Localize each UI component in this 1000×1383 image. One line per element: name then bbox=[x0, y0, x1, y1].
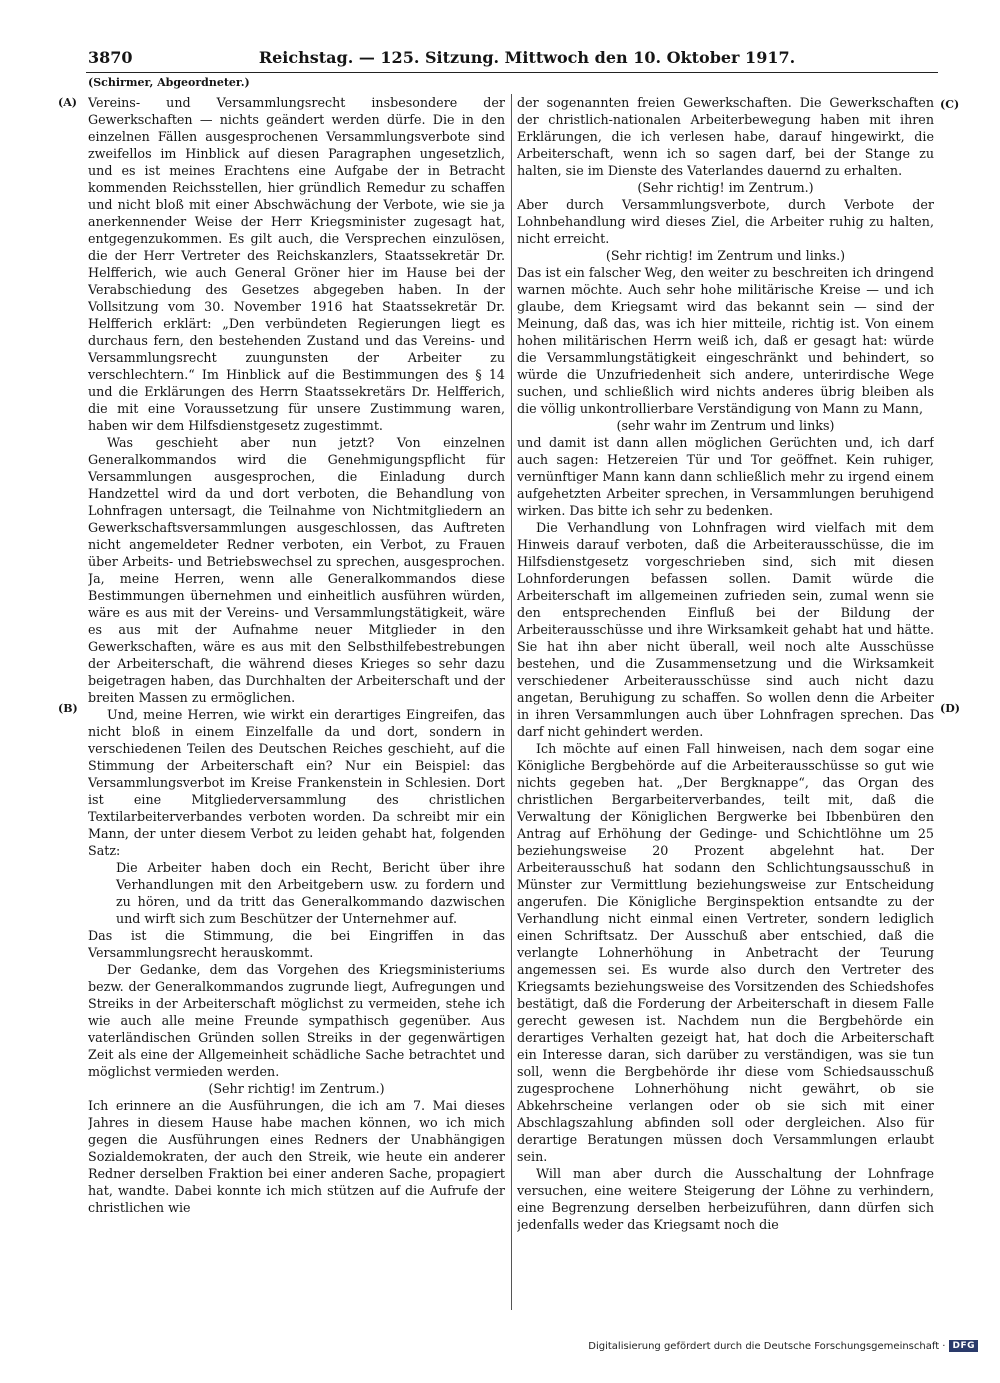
column-divider bbox=[511, 94, 512, 1310]
paragraph: Das ist ein falscher Weg, den weiter zu beschreiten ich dringend warnen möchte. Auch sehr hohe militärische Kreise — und ich glaube, dem Kriegsamt wird das bekannt sein — sind der Meinung, daß das, was ich hier mitteile, richtig ist. Von einem hohen militärischen Herrn weiß ich, daß er gesagt hat: würde die Versammlungstätigkeit eingeschränkt und behindert, so würde die Unzufriedenheit sich andere, unterirdische Wege suchen, und schließlich wird nichts anderes übrig bleiben als die völlig unkontrollierbare Verständigung von Mann zu Mann, bbox=[517, 265, 934, 416]
paragraph: Vereins- und Versammlungsrecht insbesondere der Gewerkschaften — nichts geändert werden dürfe. Die in den einzelnen Fällen ausgesprochenen Versammlungsverbote sind zweifellos im Hinblick auf diesen Paragraphen ungesetzlich, und es ist meines Erachtens eine Aufgabe der in Betracht kommenden Reichsstellen, hier gründlich Remedur zu schaffen und nicht bloß mit einer Abschwächung der Verbote, wie sie ja anerkennender Weise der Herr Kriegsminister zugesagt hat, entgegenzukommen. Es gilt auch, die Versprechen einzulösen, die der Herr Vertreter des Reichskanzlers, Staatssekretär Dr. Helfferich, wie auch General Gröner hier im Hause bei der Verabschiedung des Gesetzes abgegeben haben. In der Vollsitzung vom 30. November 1916 hat Staatssekretär Dr. Helfferich erklärt: „Den verbündeten Regierungen liegt es durchaus fern, den bestehenden Zustand und das Vereins- und Versammlungsrecht zuungunsten der Arbeiter zu verschlechtern.“ Im Hinblick auf die Bestimmungen des § 14 und die Erklärungen des Herrn Staatssekretärs Dr. Helfferich, die mit eine Voraussetzung für unsere Zustimmung waren, haben wir dem Hilfsdienstgesetz zugestimmt. bbox=[88, 95, 505, 433]
speaker-label: (Schirmer, Abgeordneter.) bbox=[88, 76, 250, 89]
margin-mark-d: (D) bbox=[940, 702, 960, 715]
paragraph: Aber durch Versammlungsverbote, durch Verbote der Lohnbehandlung wird dieses Ziel, die Arbeiter ruhig zu halten, nicht erreicht. bbox=[517, 197, 934, 246]
running-title: Reichstag. — 125. Sitzung. Mittwoch den 10. Oktober 1917. bbox=[258, 48, 796, 67]
interjection: (sehr wahr im Zentrum und links) bbox=[616, 418, 835, 433]
footer-text: Digitalisierung gefördert durch die Deutsche Forschungsgemeinschaft · bbox=[588, 1340, 946, 1352]
interjection: (Sehr richtig! im Zentrum und links.) bbox=[605, 248, 846, 263]
paragraph: der sogenannten freien Gewerkschaften. Die Gewerkschaften der christlich-nationalen Arbeiterbewegung haben mit ihren Erklärungen, die ich verlesen habe, darauf hingewirkt, die Arbeiterschaft, wenn ich so sagen darf, bei der Stange zu halten, sie im Dienste des Vaterlandes dauernd zu erhalten. bbox=[517, 95, 934, 178]
quotation: Die Arbeiter haben doch ein Recht, Bericht über ihre Verhandlungen mit den Arbeitgebern usw. zu fordern und zu hören, und da tritt das Generalkommando dazwischen und wirft sich zum Beschützer der Unternehmer auf. bbox=[115, 860, 505, 926]
header-rule bbox=[86, 72, 938, 73]
page-number: 3870 bbox=[88, 48, 133, 67]
margin-mark-c: (C) bbox=[940, 98, 960, 111]
paragraph: Ich möchte auf einen Fall hinweisen, nach dem sogar eine Königliche Bergbehörde auf die Arbeiterausschüsse so gut wie nichts gegeben hat. „Der Bergknappe“, das Organ des christlichen Bergarbeiterverbandes, teilt mit, daß die Verwaltung der Königlichen Bergwerke bei Ibbenbüren den Antrag auf Erhöhung der Gedinge- und Schichtlöhne um 25 beziehungsweise 20 Prozent abgelehnt hat. Der Arbeiterausschuß hat sodann den Schlichtungsausschuß in Münster zur Vermittlung beziehungsweise zur Entscheidung angerufen. Die Königliche Berginspektion entsandte zu der Verhandlung nicht einmal einen Vertreter, sondern lediglich einen Schriftsatz. Der Ausschuß aber entschied, daß die verlangte Lohnerhöhung in Anbetracht der Teurung angemessen sei. Es wurde also durch den Vertreter des Kriegsamts beziehungsweise des Vorsitzenden des Schiedshofes bestätigt, daß die Forderung der Arbeiterschaft in diesem Falle gerecht gewesen ist. Nachdem nun die Bergbehörde ein derartiges Verhalten gezeigt hat, hat doch die Arbeiterschaft ein Interesse daran, sich darüber zu verständigen, was sie tun soll, wenn die Bergbehörde ihr diese vom Schiedsausschuß zugesprochene Lohnerhöhung nicht gewährt, ob sie Abkehrscheine verlangen oder ob sie sich mit einer Abschlagszahlung abfinden soll oder dergleichen. Also für derartige Beratungen müssen doch Versammlungen erlaubt sein. bbox=[517, 741, 934, 1164]
digitization-footer bbox=[588, 1340, 978, 1352]
dfg-logo: DFG bbox=[949, 1340, 978, 1352]
margin-mark-b: (B) bbox=[58, 702, 78, 715]
paragraph: Die Verhandlung von Lohnfragen wird vielfach mit dem Hinweis darauf verboten, daß die Arbeiterausschüsse, die im Hilfsdienstgesetz vorgeschrieben sind, sich mit diesen Lohnforderungen befassen sollen. Damit würde die Arbeiterschaft im allgemeinen zufrieden sein, zumal wenn sie den entsprechenden Einfluß bei der Bildung der Arbeiterausschüsse und ihre Wirksamkeit gehabt hat und hätte. Sie hat ihn aber nicht überall, weil noch alte Ausschüsse bestehen, und die Zusammensetzung und die Wirksamkeit verschiedener Arbeiterausschüsse sind auch nicht dazu angetan, Beruhigung zu schaffen. So wollen denn die Arbeiter in ihren Versammlungen auch über Lohnfragen sprechen. Das darf nicht gehindert werden. bbox=[517, 520, 934, 739]
paragraph: Was geschieht aber nun jetzt? Von einzelnen Generalkommandos wird die Genehmigungspflicht für Versammlungen ausgesprochen, die Einladung durch Handzettel wird da und dort verboten, die Behandlung von Lohnfragen untersagt, die Teilnahme von Nichtmitgliedern an Gewerkschaftsversammlungen ausgeschlossen, das Auftreten nicht angemeldeter Redner verboten, ein Verbot, zu Frauen über Arbeits- und Betriebswechsel zu sprechen, ausgesprochen. Ja, meine Herren, wenn alle Generalkommandos diese Bestimmungen übernehmen und einheitlich ausführen würden, wäre es aus mit der Vereins- und Versammlungstätigkeit, wäre es aus mit der Aufnahme neuer Mitglieder in den Gewerkschaften, wäre es aus mit den Selbsthilfebestrebungen der Arbeiterschaft, die während dieses Krieges so sehr dazu beigetragen haben, das Durchhalten der Arbeiterschaft und der breiten Massen zu ermöglichen. bbox=[88, 435, 505, 705]
paragraph: Ich erinnere an die Ausführungen, die ich am 7. Mai dieses Jahres in diesem Hause habe machen können, wo ich mich gegen die Ausführungen eines Redners der Unabhängigen Sozialdemokraten, der auch den Streik, wie heute ein anderer Redner derselben Fraktion bei einer anderen Sache, propagiert hat, wandte. Dabei konnte ich mich stützen auf die Aufrufe der christlichen wie bbox=[88, 1098, 505, 1215]
right-column bbox=[517, 94, 934, 1310]
margin-mark-a: (A) bbox=[58, 96, 77, 109]
paragraph: und damit ist dann allen möglichen Gerüchten und, ich darf auch sagen: Hetzereien Tür und Tor geöffnet. Kein ruhiger, vernünftiger Mann kann dann schließlich mehr zu irgend einem aufgehetzten Arbeiter sprechen, in Versammlungen beruhigend wirken. Das bitte ich sehr zu bedenken. bbox=[517, 435, 934, 518]
left-column bbox=[88, 94, 505, 1310]
paragraph: Will man aber durch die Ausschaltung der Lohnfrage versuchen, eine weitere Steigerung der Löhne zu verhindern, eine Begrenzung derselben herbeizuführen, dann dürfen sich jedenfalls weder das Kriegsamt noch die bbox=[517, 1166, 934, 1232]
page-header bbox=[88, 48, 936, 70]
interjection: (Sehr richtig! im Zentrum.) bbox=[637, 180, 814, 195]
paragraph: Der Gedanke, dem das Vorgehen des Kriegsministeriums bezw. der Generalkommandos zugrunde liegt, Aufregungen und Streiks in der Arbeiterschaft möglichst zu vermeiden, stehe ich wie auch alle meine Freunde sympathisch gegenüber. Aus vaterländischen Gründen sollen Streiks in der gegenwärtigen Zeit als eine der Allgemeinheit schädliche Sache betrachtet und möglichst vermieden werden. bbox=[88, 962, 505, 1079]
paragraph: Und, meine Herren, wie wirkt ein derartiges Eingreifen, das nicht bloß in einem Einzelfalle da und dort, sondern in verschiedenen Teilen des Deutschen Reiches geschieht, auf die Stimmung der Arbeiterschaft ein? Nur ein Beispiel: das Versammlungsverbot im Kreise Frankenstein in Schlesien. Dort ist eine Mitgliederversammlung des christlichen Textilarbeiterverbandes verboten worden. Da schreibt mir ein Mann, der unter diesem Verbot zu leiden gehabt hat, folgenden Satz: bbox=[88, 707, 505, 858]
interjection: (Sehr richtig! im Zentrum.) bbox=[208, 1081, 385, 1096]
paragraph: Das ist die Stimmung, die bei Eingriffen in das Versammlungsrecht herauskommt. bbox=[88, 928, 505, 960]
